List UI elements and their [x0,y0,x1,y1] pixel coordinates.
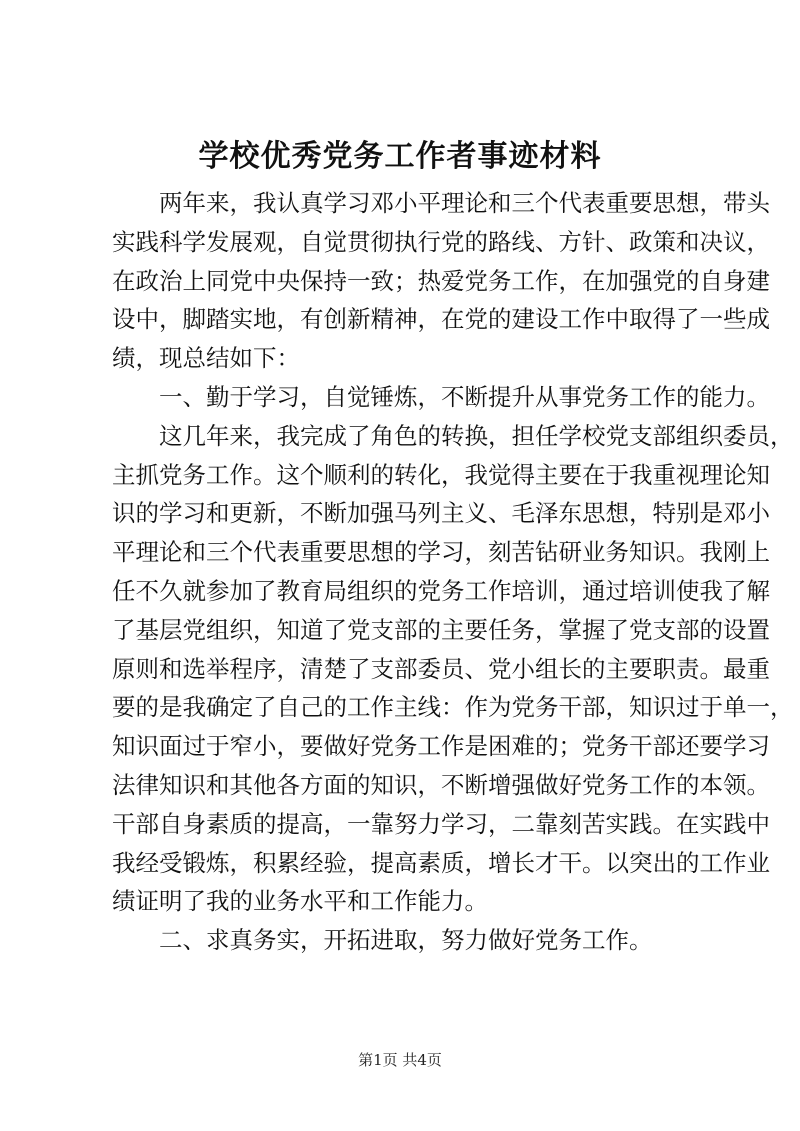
section-heading-text: 一、勤于学习，自觉锤炼，不断提升从事党务工作的能力。 [159,382,770,411]
text-line: 原则和选举程序，清楚了支部委员、党小组长的主要职责。最重 [112,654,770,683]
text-line: 了基层党组织，知道了党支部的主要任务，掌握了党支部的设置 [112,615,770,644]
text-line: 任不久就参加了教育局组织的党务工作培训，通过培训使我了解 [112,576,770,605]
text-line: 法律知识和其他各方面的知识，不断增强做好党务工作的本领。 [112,770,770,799]
document-body [112,184,794,960]
paragraph-intro [112,184,770,378]
text-line: 在政治上同党中央保持一致；热爱党务工作，在加强党的自身建 [112,266,770,295]
page-number-footer: 第1页 共4页 [358,1051,442,1069]
text-line: 绩，现总结如下： [112,344,300,373]
text-line: 我经受锻炼，积累经验，提高素质，增长才干。以突出的工作业 [112,848,770,877]
text-line: 知识面过于窄小，要做好党务工作是困难的；党务干部还要学习 [112,732,770,761]
document-title: 学校优秀党务工作者事迹材料 [198,139,602,174]
section-heading-text: 二、求真务实，开拓进取，努力做好党务工作。 [159,926,653,955]
text-line: 主抓党务工作。这个顺利的转化，我觉得主要在于我重视理论知 [112,460,770,489]
text-line: 这几年来，我完成了角色的转换，担任学校党支部组织委员， [159,421,794,450]
text-line: 绩证明了我的业务水平和工作能力。 [112,887,488,916]
section-heading-2 [112,921,712,960]
paragraph-section-1 [112,417,794,921]
text-line: 干部自身素质的提高，一靠努力学习，二靠刻苦实践。在实践中 [112,809,770,838]
text-line: 设中，脚踏实地，有创新精神，在党的建设工作中取得了一些成 [112,305,770,334]
text-line: 要的是我确定了自己的工作主线：作为党务干部，知识过于单一， [112,693,794,722]
section-heading-1 [112,378,770,417]
text-line: 识的学习和更新，不断加强马列主义、毛泽东思想，特别是邓小 [112,499,770,528]
text-line: 实践科学发展观，自觉贯彻执行党的路线、方针、政策和决议， [112,227,770,256]
text-line: 平理论和三个代表重要思想的学习，刻苦钻研业务知识。我刚上 [112,538,770,567]
text-line: 两年来，我认真学习邓小平理论和三个代表重要思想，带头 [159,189,770,217]
